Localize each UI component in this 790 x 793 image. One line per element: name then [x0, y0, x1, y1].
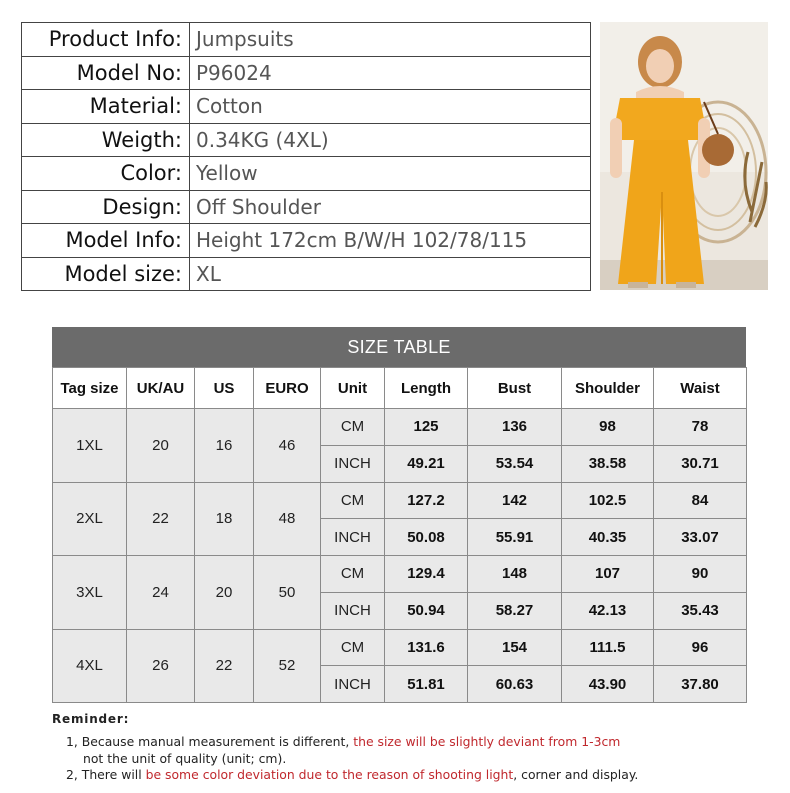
measurement-cell: 148	[468, 556, 562, 593]
unit-cell: INCH	[321, 519, 385, 556]
measurement-cell: 55.91	[468, 519, 562, 556]
measurement-cell: 136	[468, 409, 562, 446]
info-label: Design:	[22, 190, 190, 224]
info-row	[22, 157, 591, 191]
size-cell-us: 20	[195, 556, 254, 630]
reminder-line-2-highlight: be some color deviation due to the reason of shooting light	[145, 767, 514, 782]
reminder-line-2-text: 2, There will	[66, 767, 146, 782]
measurement-cell: 51.81	[385, 666, 468, 703]
size-cell-uk: 26	[127, 629, 195, 703]
info-label: Model size:	[22, 257, 190, 291]
size-cell-us: 18	[195, 482, 254, 556]
size-header-cell: Tag size	[53, 368, 127, 409]
info-value: Cotton	[190, 90, 591, 124]
size-cell-tag: 1XL	[53, 409, 127, 483]
measurement-cell: 43.90	[562, 666, 654, 703]
size-cell-tag: 3XL	[53, 556, 127, 630]
measurement-cell: 38.58	[562, 445, 654, 482]
measurement-cell: 40.35	[562, 519, 654, 556]
info-row	[22, 90, 591, 124]
reminder-line-2	[66, 767, 638, 782]
size-cell-uk: 20	[127, 409, 195, 483]
measurement-cell: 98	[562, 409, 654, 446]
reminder-line-1	[66, 734, 620, 749]
measurement-cell: 60.63	[468, 666, 562, 703]
info-row	[22, 123, 591, 157]
measurement-cell: 30.71	[654, 445, 747, 482]
size-cell-uk: 22	[127, 482, 195, 556]
info-value: Off Shoulder	[190, 190, 591, 224]
measurement-cell: 37.80	[654, 666, 747, 703]
size-cell-us: 16	[195, 409, 254, 483]
size-table-panel	[52, 327, 746, 703]
info-label: Color:	[22, 157, 190, 191]
unit-cell: CM	[321, 556, 385, 593]
measurement-cell: 78	[654, 409, 747, 446]
model-photo	[600, 22, 768, 290]
reminder-line-1-highlight: the size will be slightly deviant from 1-3cm	[353, 734, 621, 749]
size-header-cell: US	[195, 368, 254, 409]
unit-cell: CM	[321, 409, 385, 446]
info-value: 0.34KG (4XL)	[190, 123, 591, 157]
size-row-cm	[53, 409, 747, 446]
unit-cell: CM	[321, 629, 385, 666]
size-header-cell: Unit	[321, 368, 385, 409]
measurement-cell: 50.08	[385, 519, 468, 556]
size-header-cell: EURO	[254, 368, 321, 409]
measurement-cell: 33.07	[654, 519, 747, 556]
measurement-cell: 42.13	[562, 592, 654, 629]
info-row	[22, 23, 591, 57]
size-header-cell: Waist	[654, 368, 747, 409]
info-value: Height 172cm B/W/H 102/78/115	[190, 224, 591, 258]
measurement-cell: 90	[654, 556, 747, 593]
size-table-title: SIZE TABLE	[52, 327, 746, 367]
measurement-cell: 154	[468, 629, 562, 666]
info-label: Model No:	[22, 56, 190, 90]
reminder-line-1-continued: not the unit of quality (unit; cm).	[83, 751, 287, 766]
info-label: Weigth:	[22, 123, 190, 157]
measurement-cell: 102.5	[562, 482, 654, 519]
size-cell-tag: 2XL	[53, 482, 127, 556]
measurement-cell: 96	[654, 629, 747, 666]
size-header-cell: Bust	[468, 368, 562, 409]
unit-cell: INCH	[321, 666, 385, 703]
size-row-cm	[53, 556, 747, 593]
model-photo-illustration	[600, 22, 768, 290]
product-info-table	[21, 22, 591, 291]
measurement-cell: 127.2	[385, 482, 468, 519]
info-value: XL	[190, 257, 591, 291]
size-header-cell: Length	[385, 368, 468, 409]
info-value: Yellow	[190, 157, 591, 191]
reminder-line-1-text: 1, Because manual measurement is different,	[66, 734, 354, 749]
info-value: Jumpsuits	[190, 23, 591, 57]
unit-cell: INCH	[321, 445, 385, 482]
measurement-cell: 131.6	[385, 629, 468, 666]
measurement-cell: 53.54	[468, 445, 562, 482]
size-cell-euro: 46	[254, 409, 321, 483]
info-label: Material:	[22, 90, 190, 124]
info-label: Model Info:	[22, 224, 190, 258]
size-cell-euro: 48	[254, 482, 321, 556]
measurement-cell: 129.4	[385, 556, 468, 593]
measurement-cell: 35.43	[654, 592, 747, 629]
measurement-cell: 125	[385, 409, 468, 446]
info-row	[22, 224, 591, 258]
size-cell-tag: 4XL	[53, 629, 127, 703]
size-row-cm	[53, 482, 747, 519]
size-cell-euro: 50	[254, 556, 321, 630]
info-row	[22, 257, 591, 291]
unit-cell: INCH	[321, 592, 385, 629]
info-row	[22, 190, 591, 224]
size-row-cm	[53, 629, 747, 666]
measurement-cell: 58.27	[468, 592, 562, 629]
size-cell-euro: 52	[254, 629, 321, 703]
measurement-cell: 84	[654, 482, 747, 519]
reminder-block	[52, 712, 772, 782]
measurement-cell: 142	[468, 482, 562, 519]
info-row	[22, 56, 591, 90]
reminder-line-2-tail: , corner and display.	[513, 767, 639, 782]
size-table	[52, 367, 747, 703]
info-value: P96024	[190, 56, 591, 90]
size-header-cell: UK/AU	[127, 368, 195, 409]
measurement-cell: 49.21	[385, 445, 468, 482]
size-header-cell: Shoulder	[562, 368, 654, 409]
measurement-cell: 107	[562, 556, 654, 593]
size-cell-uk: 24	[127, 556, 195, 630]
measurement-cell: 111.5	[562, 629, 654, 666]
size-cell-us: 22	[195, 629, 254, 703]
unit-cell: CM	[321, 482, 385, 519]
reminder-title: Reminder:	[52, 712, 130, 726]
measurement-cell: 50.94	[385, 592, 468, 629]
info-label: Product Info:	[22, 23, 190, 57]
